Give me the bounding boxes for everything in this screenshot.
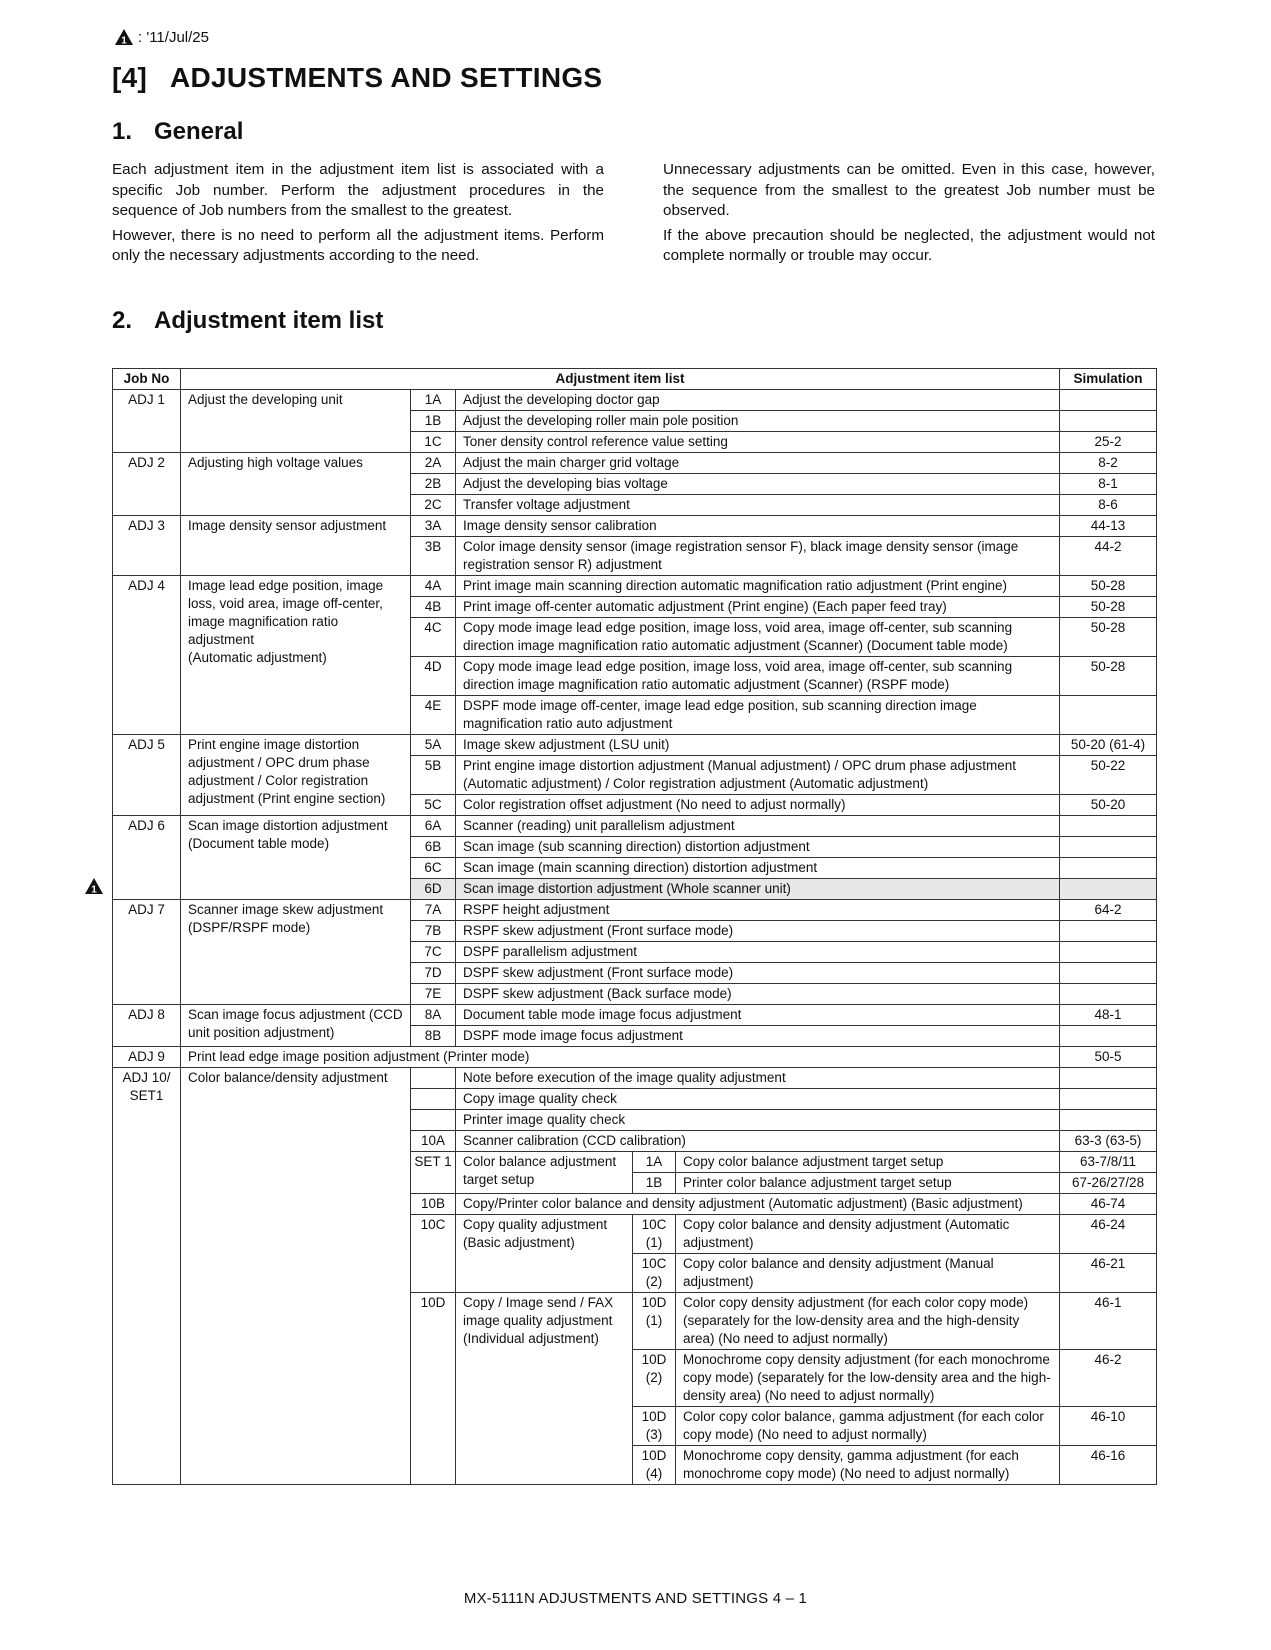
item-desc: Adjust the developing bias voltage (456, 474, 1060, 495)
item-desc: DSPF mode image focus adjustment (456, 1026, 1060, 1047)
item-sim: 46-10 (1060, 1407, 1157, 1446)
job-adj9: ADJ 9 (113, 1047, 181, 1068)
item-sim: 50-5 (1060, 1047, 1157, 1068)
sub-item-desc: Monochrome copy density adjustment (for each monochrome copy mode) (separately for the low-density area and the high-density area) (No need to adjust normally) (676, 1350, 1060, 1407)
sub-item-desc: Copy color balance and density adjustment (Automatic adjustment) (676, 1215, 1060, 1254)
item-code: 1B (411, 411, 456, 432)
sub-item-code: 10D (1) (633, 1293, 676, 1350)
subgroup-10d: Copy / Image send / FAX image quality adjustment (Individual adjustment) (456, 1293, 633, 1485)
item-desc: Print image main scanning direction automatic magnification ratio adjustment (Print engine) (456, 576, 1060, 597)
general-paragraph-4: If the above precaution should be neglected, the adjustment would not complete normally or trouble may occur. (663, 226, 1155, 264)
item-desc: Copy mode image lead edge position, image loss, void area, image off-center, sub scanning direction image magnification ratio automatic adjustment (Scanner) (RSPF mode) (456, 657, 1060, 696)
sub-item-code: 10D (3) (633, 1407, 676, 1446)
general-right-column (663, 160, 1155, 271)
item-sim: 48-1 (1060, 1005, 1157, 1026)
item-desc: Scanner (reading) unit parallelism adjustment (456, 816, 1060, 837)
item-code: 5C (411, 795, 456, 816)
item-desc: Scan image distortion adjustment (Whole scanner unit) (456, 879, 1060, 900)
item-code: 3B (411, 537, 456, 576)
item-code: 3A (411, 516, 456, 537)
item-desc: Transfer voltage adjustment (456, 495, 1060, 516)
item-desc: Adjust the main charger grid voltage (456, 453, 1060, 474)
group-adj8: Scan image focus adjustment (CCD unit position adjustment) (181, 1005, 411, 1047)
general-paragraph-1: Each adjustment item in the adjustment item list is associated with a specific Job number. Perform the adjustment procedures in the sequence of Job numbers from the smallest to the greatest. (112, 161, 604, 219)
general-heading: 1. General (112, 118, 244, 145)
item-sim (1060, 411, 1157, 432)
item-desc: Note before execution of the image quality adjustment (456, 1068, 1060, 1089)
item-desc: DSPF parallelism adjustment (456, 942, 1060, 963)
item-sim (1060, 879, 1157, 900)
table-row (113, 390, 1157, 411)
group-adj2: Adjusting high voltage values (181, 453, 411, 516)
table-row (113, 1005, 1157, 1026)
list-number: 2. (112, 307, 133, 334)
item-sim: 50-20 (1060, 795, 1157, 816)
sub-item-desc: Copy color balance and density adjustment (Manual adjustment) (676, 1254, 1060, 1293)
item-sim (1060, 390, 1157, 411)
item-code-empty (411, 1068, 456, 1089)
header-item-list: Adjustment item list (181, 369, 1060, 390)
item-code-10d: 10D (411, 1293, 456, 1485)
item-sim (1060, 858, 1157, 879)
sub-item-code: 1A (633, 1152, 676, 1173)
item-sim (1060, 696, 1157, 735)
job-adj8: ADJ 8 (113, 1005, 181, 1047)
group-adj1: Adjust the developing unit (181, 390, 411, 453)
item-code-set1: SET 1 (411, 1152, 456, 1194)
item-sim: 8-6 (1060, 495, 1157, 516)
item-desc: Scan image (main scanning direction) distortion adjustment (456, 858, 1060, 879)
item-sim: 46-21 (1060, 1254, 1157, 1293)
item-code: 2A (411, 453, 456, 474)
item-sim (1060, 1068, 1157, 1089)
item-sim (1060, 963, 1157, 984)
item-desc: Adjust the developing doctor gap (456, 390, 1060, 411)
item-code-empty (411, 1089, 456, 1110)
job-adj7: ADJ 7 (113, 900, 181, 1005)
group-adj4: Image lead edge position, image loss, void area, image off-center, image magnification ratio adjustment (Automatic adjustment) (181, 576, 411, 735)
item-code: 2C (411, 495, 456, 516)
item-sim: 50-28 (1060, 618, 1157, 657)
item-desc: RSPF height adjustment (456, 900, 1060, 921)
table-row (113, 1047, 1157, 1068)
item-sim: 50-20 (61-4) (1060, 735, 1157, 756)
job-adj4: ADJ 4 (113, 576, 181, 735)
item-desc: Color image density sensor (image registration sensor F), black image density sensor (image registration sensor R) adjustment (456, 537, 1060, 576)
item-sim (1060, 942, 1157, 963)
revision-triangle-icon (84, 877, 104, 895)
table-header-row (113, 369, 1157, 390)
item-sim: 8-2 (1060, 453, 1157, 474)
item-code: 6D (411, 879, 456, 900)
item-desc: Document table mode image focus adjustment (456, 1005, 1060, 1026)
job-adj1: ADJ 1 (113, 390, 181, 453)
subgroup-10c: Copy quality adjustment (Basic adjustment) (456, 1215, 633, 1293)
group-adj10: Color balance/density adjustment (181, 1068, 411, 1485)
item-desc: Copy/Printer color balance and density adjustment (Automatic adjustment) (Basic adjustment) (456, 1194, 1060, 1215)
item-code: 4D (411, 657, 456, 696)
item-code: 8A (411, 1005, 456, 1026)
adjustment-list-heading: 2. Adjustment item list (112, 307, 384, 334)
sub-item-code: 10C (2) (633, 1254, 676, 1293)
item-sim: 67-26/27/28 (1060, 1173, 1157, 1194)
item-sim (1060, 921, 1157, 942)
sub-item-desc: Color copy color balance, gamma adjustment (for each color copy mode) (No need to adjust normally) (676, 1407, 1060, 1446)
item-desc: Copy mode image lead edge position, image loss, void area, image off-center, sub scanning direction image magnification ratio automatic adjustment (Scanner) (Document table mode) (456, 618, 1060, 657)
item-code: 7C (411, 942, 456, 963)
item-desc: Color registration offset adjustment (No need to adjust normally) (456, 795, 1060, 816)
item-code: 5A (411, 735, 456, 756)
item-sim (1060, 984, 1157, 1005)
sub-item-desc: Color copy density adjustment (for each color copy mode) (separately for the low-density area and the high-density area) (No need to adjust normally) (676, 1293, 1060, 1350)
item-sim: 46-74 (1060, 1194, 1157, 1215)
item-desc: Print engine image distortion adjustment (Manual adjustment) / OPC drum phase adjustment (Automatic adjustment) / Color registration adjustment (Automatic adjustment) (456, 756, 1060, 795)
item-desc: Print image off-center automatic adjustment (Print engine) (Each paper feed tray) (456, 597, 1060, 618)
item-sim: 46-1 (1060, 1293, 1157, 1350)
job-adj3: ADJ 3 (113, 516, 181, 576)
item-sim: 64-2 (1060, 900, 1157, 921)
title-number: [4] (112, 62, 148, 93)
item-desc: RSPF skew adjustment (Front surface mode) (456, 921, 1060, 942)
item-sim: 46-24 (1060, 1215, 1157, 1254)
title-text: ADJUSTMENTS AND SETTINGS (170, 62, 603, 93)
table-row (113, 735, 1157, 756)
table-row (113, 900, 1157, 921)
item-sim: 50-28 (1060, 657, 1157, 696)
group-adj3: Image density sensor adjustment (181, 516, 411, 576)
item-code: 7B (411, 921, 456, 942)
item-code: 10B (411, 1194, 456, 1215)
general-number: 1. (112, 118, 133, 145)
item-code: 7A (411, 900, 456, 921)
item-desc: Adjust the developing roller main pole position (456, 411, 1060, 432)
job-adj5: ADJ 5 (113, 735, 181, 816)
item-code: 4C (411, 618, 456, 657)
item-desc: Toner density control reference value setting (456, 432, 1060, 453)
revision-line (114, 28, 209, 46)
table-row (113, 516, 1157, 537)
table-row (113, 453, 1157, 474)
header-simulation: Simulation (1060, 369, 1157, 390)
general-paragraph-3: Unnecessary adjustments can be omitted. Even in this case, however, the sequence from the smallest to the greatest Job number must be observed. (663, 161, 1155, 219)
svg-text:1: 1 (91, 884, 97, 895)
item-code: 1C (411, 432, 456, 453)
sub-item-desc: Copy color balance adjustment target setup (676, 1152, 1060, 1173)
table-row (113, 576, 1157, 597)
adjustment-item-table (112, 368, 1157, 1485)
item-sim (1060, 816, 1157, 837)
item-code: 2B (411, 474, 456, 495)
item-sim: 50-22 (1060, 756, 1157, 795)
header-job-no: Job No (113, 369, 181, 390)
item-desc: Printer image quality check (456, 1110, 1060, 1131)
sub-item-code: 10D (4) (633, 1446, 676, 1485)
item-code: 6C (411, 858, 456, 879)
item-desc: DSPF mode image off-center, image lead edge position, sub scanning direction image magnification ratio auto adjustment (456, 696, 1060, 735)
table-row (113, 816, 1157, 837)
item-code: 10A (411, 1131, 456, 1152)
item-desc: Print lead edge image position adjustment (Printer mode) (181, 1047, 1060, 1068)
item-code: 6A (411, 816, 456, 837)
item-desc: Scanner calibration (CCD calibration) (456, 1131, 1060, 1152)
sub-item-code: 10C (1) (633, 1215, 676, 1254)
item-sim (1060, 1089, 1157, 1110)
group-adj5: Print engine image distortion adjustment / OPC drum phase adjustment / Color registration adjustment (Print engine section) (181, 735, 411, 816)
item-desc: Image density sensor calibration (456, 516, 1060, 537)
sub-item-desc: Monochrome copy density, gamma adjustment (for each monochrome copy mode) (No need to adjust normally) (676, 1446, 1060, 1485)
item-desc: DSPF skew adjustment (Back surface mode) (456, 984, 1060, 1005)
svg-text:1: 1 (121, 35, 127, 46)
page-title (112, 62, 602, 94)
item-code: 4A (411, 576, 456, 597)
item-sim: 46-16 (1060, 1446, 1157, 1485)
item-sim: 8-1 (1060, 474, 1157, 495)
subgroup-set1: Color balance adjustment target setup (456, 1152, 633, 1194)
group-adj7: Scanner image skew adjustment (DSPF/RSPF mode) (181, 900, 411, 1005)
item-sim: 44-2 (1060, 537, 1157, 576)
item-code: 1A (411, 390, 456, 411)
sub-item-code: 10D (2) (633, 1350, 676, 1407)
item-sim: 25-2 (1060, 432, 1157, 453)
item-code: 5B (411, 756, 456, 795)
item-desc: Scan image (sub scanning direction) distortion adjustment (456, 837, 1060, 858)
item-sim (1060, 1110, 1157, 1131)
item-sim: 63-3 (63-5) (1060, 1131, 1157, 1152)
item-code: 7D (411, 963, 456, 984)
item-sim: 50-28 (1060, 597, 1157, 618)
general-left-column (112, 160, 604, 271)
job-adj10: ADJ 10/ SET1 (113, 1068, 181, 1485)
revision-date: : '11/Jul/25 (138, 28, 209, 46)
item-sim: 50-28 (1060, 576, 1157, 597)
item-sim (1060, 837, 1157, 858)
item-sim: 46-2 (1060, 1350, 1157, 1407)
item-desc: Copy image quality check (456, 1089, 1060, 1110)
item-desc: DSPF skew adjustment (Front surface mode) (456, 963, 1060, 984)
job-adj6: ADJ 6 (113, 816, 181, 900)
table-row (113, 1068, 1157, 1089)
group-adj6: Scan image distortion adjustment (Document table mode) (181, 816, 411, 900)
item-code: 8B (411, 1026, 456, 1047)
sub-item-desc: Printer color balance adjustment target setup (676, 1173, 1060, 1194)
item-code: 4E (411, 696, 456, 735)
item-code: 7E (411, 984, 456, 1005)
item-code-empty (411, 1110, 456, 1131)
item-sim (1060, 1026, 1157, 1047)
page-footer: MX-5111N ADJUSTMENTS AND SETTINGS 4 – 1 (463, 1590, 808, 1607)
item-code: 6B (411, 837, 456, 858)
item-code-10c: 10C (411, 1215, 456, 1293)
sub-item-code: 1B (633, 1173, 676, 1194)
general-paragraph-2: However, there is no need to perform all the adjustment items. Perform only the necessary adjustments according to the need. (112, 226, 604, 264)
revision-triangle-icon (114, 28, 134, 46)
item-sim: 63-7/8/11 (1060, 1152, 1157, 1173)
job-adj2: ADJ 2 (113, 453, 181, 516)
item-code: 4B (411, 597, 456, 618)
item-desc: Image skew adjustment (LSU unit) (456, 735, 1060, 756)
item-sim: 44-13 (1060, 516, 1157, 537)
